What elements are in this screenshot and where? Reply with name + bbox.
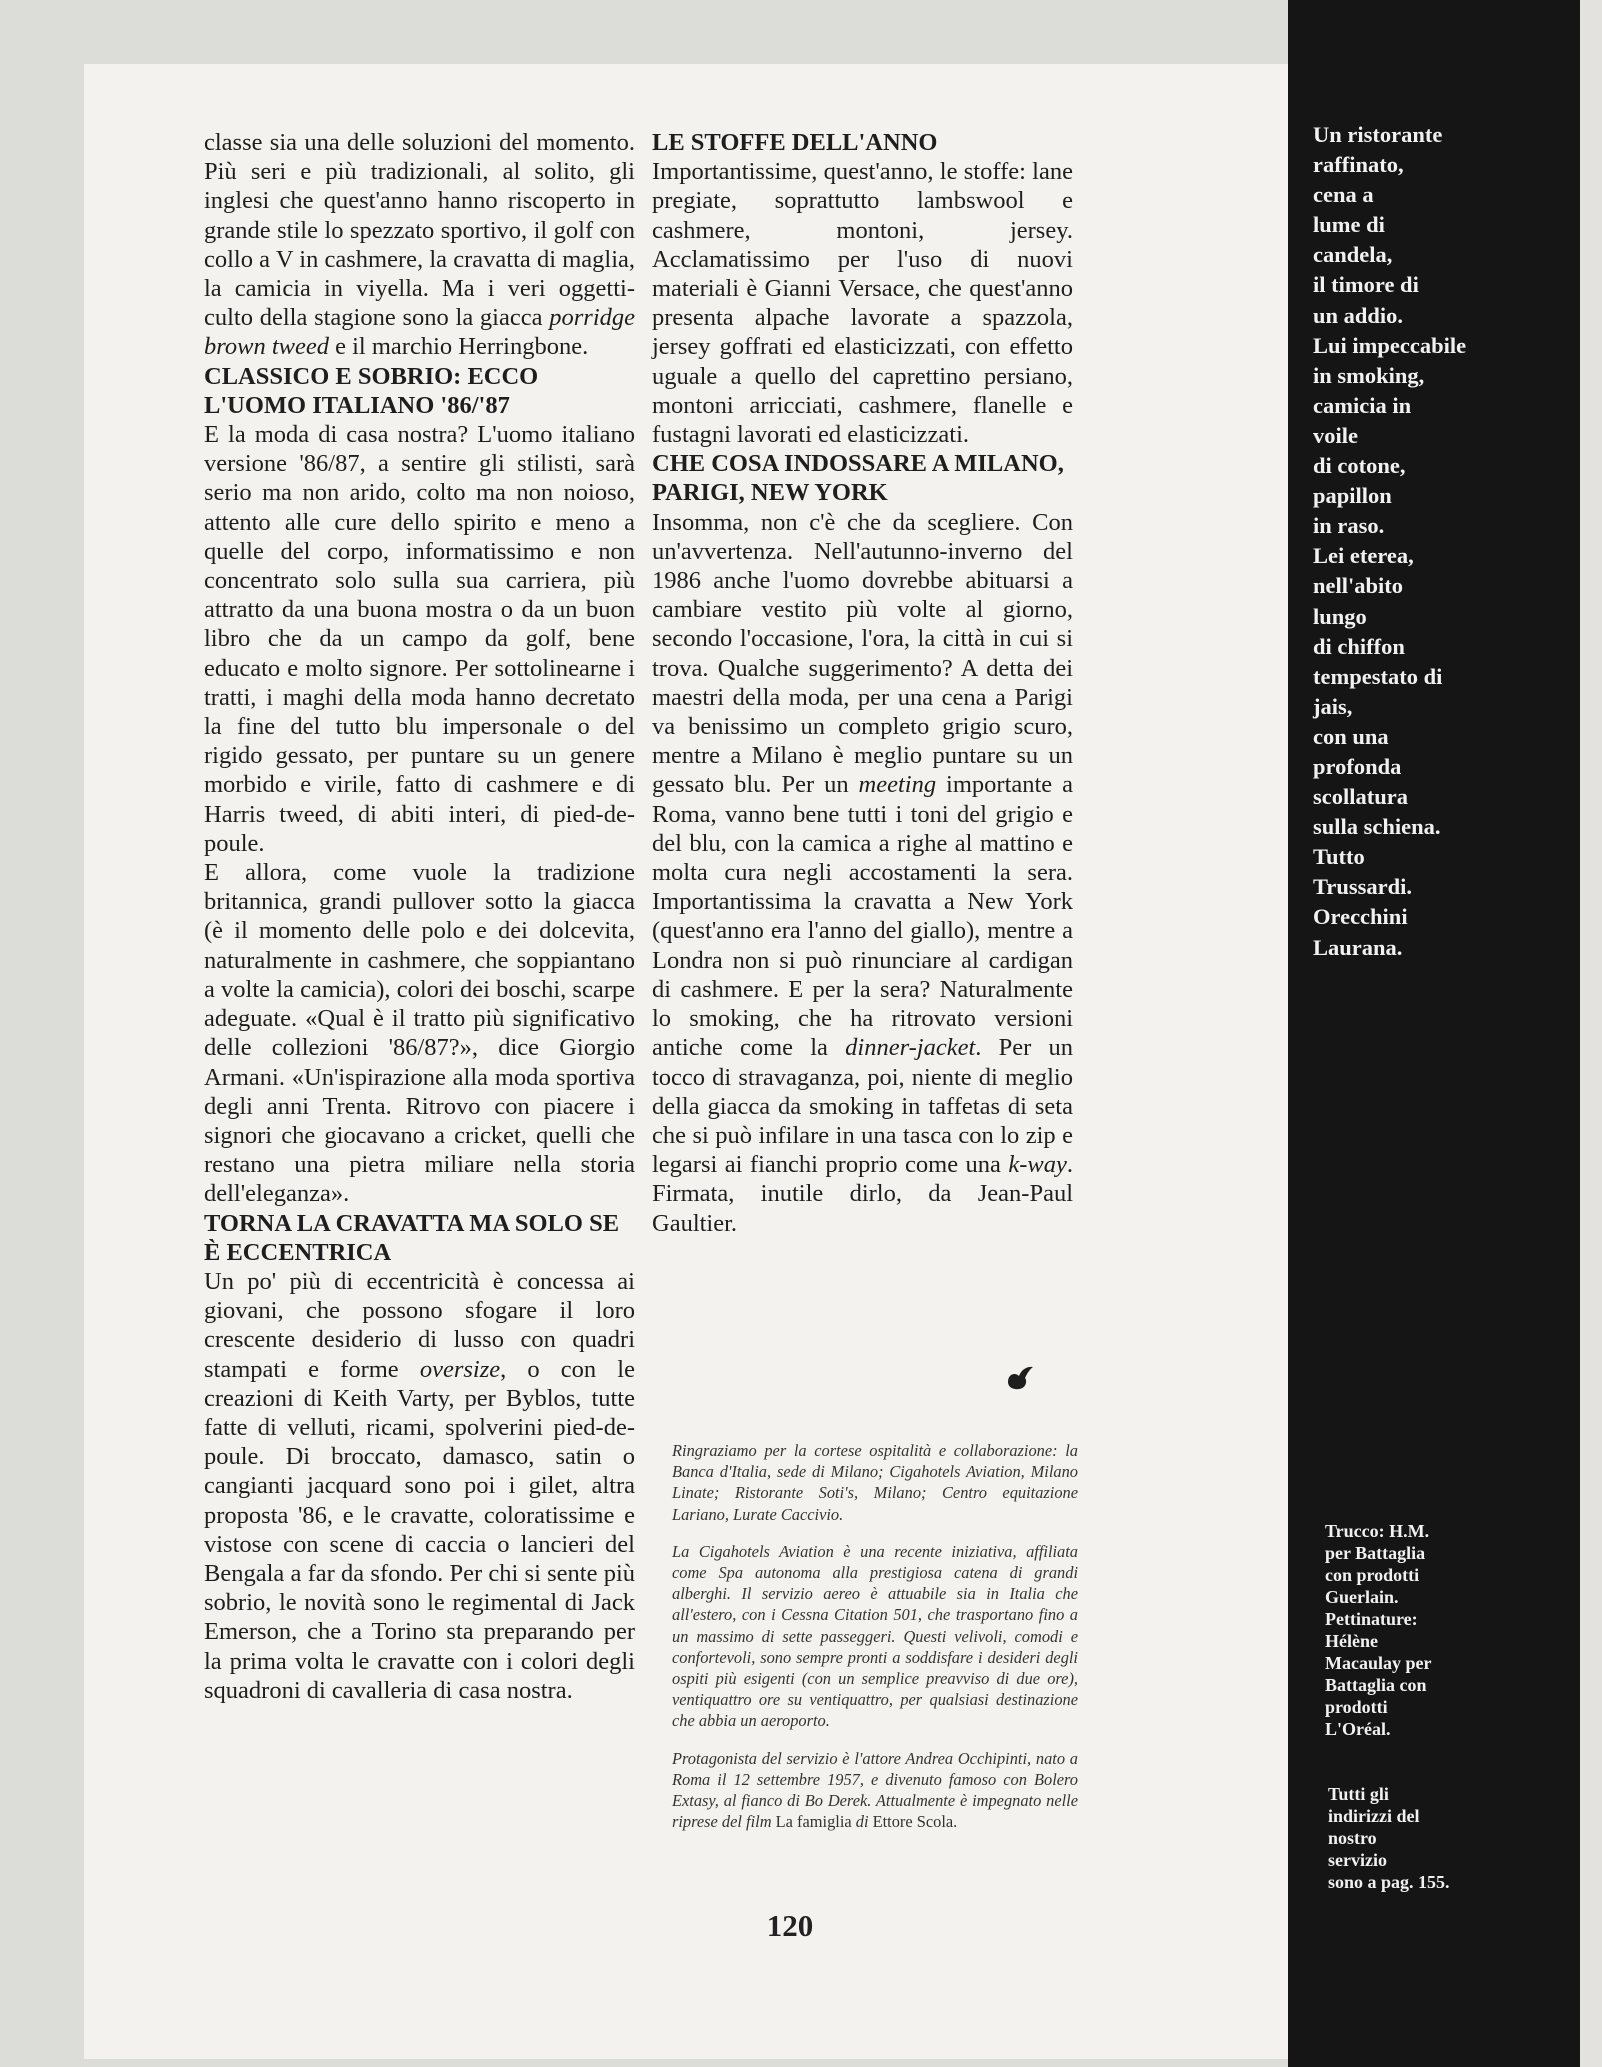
- caption-line: Orecchini: [1313, 904, 1408, 930]
- caption-line: sulla schiena.: [1313, 814, 1441, 840]
- caption-line: di chiffon: [1313, 633, 1405, 659]
- caption-line: Un ristorante: [1313, 122, 1443, 147]
- note-paragraph: La Cigahotels Aviation è una recente iniziativa, affiliata come Spa autonoma alla prestigiosa catena di grandi alberghi. Il servizio aereo è attuabile sia in Italia che all'estero, con i Cessna Citation 501, che trasportano fino a un massimo di sette passeggeri. Questi velivoli, comodi e confortevoli, sono sempre pronti a soddisfare i desideri degli ospiti più esigenti (con un semplice preavviso di due ore), ventiquattro ore su ventiquattro, per qualsiasi destinazione che abbia un aeroporto.: [672, 1541, 1078, 1731]
- caption-line: il timore di: [1313, 272, 1419, 298]
- photo-caption: [1313, 120, 1523, 963]
- caption-line: servizio: [1328, 1850, 1387, 1870]
- caption-line: in smoking,: [1313, 362, 1425, 388]
- styling-credits: [1325, 1520, 1505, 1740]
- caption-line: sono a pag. 155.: [1328, 1872, 1450, 1892]
- paragraph: Insomma, non c'è che da scegliere. Con un'avvertenza. Nell'autunno-inverno del 1986 anche l'uomo dovrebbe abituarsi a cambiare vestito più volte al giorno, secondo l'occasione, l'ora, la città in cui si trova. Qualche suggerimento? A detta dei maestri della moda, per una cena a Parigi va benissimo un completo grigio scuro, mentre a Milano è meglio puntare su un gessato blu. Per un meeting importante a Roma, vanno bene tutti i toni del grigio e del blu, con la camica a righe al mattino e molta cura negli accostamenti la sera. Importantissima la cravatta a New York (quest'anno era l'anno del giallo), mentre a Londra non si può rinunciare al cardigan di cashmere. E per la sera? Naturalmente lo smoking, che ha ritrovato versioni antiche come la dinner-jacket. Per un tocco di stravaganza, poi, niente di meglio della giacca da smoking in taffetas di seta che si può infilare in una tasca con lo zip e legarsi ai fianchi proprio come una k-way. Firmata, inutile dirlo, da Jean-Paul Gaultier.: [652, 508, 1074, 1237]
- caption-line: nell'abito: [1313, 573, 1404, 599]
- caption-line: con prodotti: [1325, 1565, 1420, 1585]
- section-heading: LE STOFFE DELL'ANNO: [652, 129, 938, 156]
- caption-line: lume di: [1313, 212, 1385, 238]
- caption-line: tempestato di: [1313, 663, 1443, 689]
- paragraph: Importantissime, quest'anno, le stoffe: lane pregiate, soprattutto lambswool e cashmere, montoni, jersey. Acclamatissimo per l'uso di nuovi materiali è Gianni Versace, che quest'anno presenta alpache lavorate a spazzola, jersey goffrati ed elasticizzati, con effetto uguale a quello del caprettino persiano, montoni arricciati, cashmere, flanelle e fustagni lavorati ed elasticizzati.: [652, 158, 1073, 449]
- page-number: 120: [766, 1908, 814, 1943]
- article-column-right: [652, 128, 1073, 1238]
- addresses-note: [1328, 1783, 1508, 1893]
- caption-line: Trucco: H.M.: [1325, 1521, 1430, 1541]
- caption-line: Guerlain.: [1325, 1587, 1399, 1607]
- caption-line: Pettinature:: [1325, 1609, 1418, 1629]
- caption-line: prodotti: [1325, 1697, 1388, 1717]
- section-heading: CLASSICO E SOBRIO: ECCO L'UOMO ITALIANO '86/'87: [204, 362, 539, 419]
- caption-line: profonda: [1313, 753, 1402, 779]
- section-heading: TORNA LA CRAVATTA MA SOLO SE È ECCENTRICA: [204, 1209, 620, 1266]
- caption-line: candela,: [1313, 242, 1393, 268]
- caption-line: con una: [1313, 723, 1389, 749]
- caption-line: jais,: [1313, 693, 1353, 719]
- caption-line: Hélène: [1325, 1631, 1378, 1651]
- caption-line: di cotone,: [1313, 453, 1406, 479]
- caption-line: Lei eterea,: [1313, 543, 1414, 569]
- paragraph: E la moda di casa nostra? L'uomo italiano versione '86/87, a sentire gli stilisti, sarà serio ma non arido, colto ma non noioso, attento alle cure dello spirito e meno a quelle del corpo, informatissimo e non concentrato solo sulla sua carriera, più attratto da una buona mostra o da un buon libro che da un campo da golf, bene educato e molto signore. Per sottolinearne i tratti, i maghi della moda hanno decretato la fine del tutto blu impersonale o del rigido gessato, per puntare su un genere morbido e virile, fatto di cashmere e di Harris tweed, di abiti interi, di pied-de-poule.: [204, 421, 635, 857]
- caption-line: nostro: [1328, 1828, 1377, 1848]
- caption-line: Laurana.: [1313, 934, 1403, 960]
- caption-line: Battaglia con: [1325, 1675, 1427, 1695]
- end-of-article-icon: [1005, 1364, 1035, 1392]
- caption-line: per Battaglia: [1325, 1543, 1426, 1563]
- caption-line: Tutto: [1313, 844, 1365, 870]
- acknowledgements-notes: [672, 1440, 1078, 1848]
- caption-line: in raso.: [1313, 513, 1385, 539]
- paragraph: E allora, come vuole la tradizione britannica, grandi pullover sotto la giacca (è il momento delle polo e dei dolcevita, naturalmente in cashmere, che soppiantano a volte la camicia), colori dei boschi, scarpe adeguate. «Qual è il tratto più significativo delle collezioni '86/87?», dice Giorgio Armani. «Un'ispirazione alla moda sportiva degli anni Trenta. Ritrovo con piacere i signori che giocavano a cricket, quelli che restano una pietra miliare nella storia dell'eleganza».: [204, 859, 635, 1208]
- caption-line: L'Oréal.: [1325, 1719, 1391, 1739]
- caption-line: lungo: [1313, 603, 1367, 629]
- caption-line: camicia in: [1313, 392, 1412, 418]
- caption-line: papillon: [1313, 483, 1392, 509]
- caption-line: cena a: [1313, 182, 1374, 208]
- caption-line: raffinato,: [1313, 152, 1404, 178]
- caption-line: scollatura: [1313, 784, 1408, 810]
- caption-line: un addio.: [1313, 302, 1404, 328]
- section-heading: CHE COSA INDOSSARE A MILANO, PARIGI, NEW YORK: [652, 450, 1064, 507]
- caption-line: Lui impeccabile: [1313, 332, 1467, 358]
- paragraph: Un po' più di eccentricità è concessa ai giovani, che possono sfogare il loro crescente desiderio di lusso con quadri stampati e forme oversize, o con le creazioni di Keith Varty, per Byblos, tutte fatte di velluti, ricami, spolverini pied-de-poule. Di broccato, damasco, satin o cangianti jacquard sono poi i gilet, altra proposta '86, e le cravatte, coloratissime e vistose con scene di caccia o lancieri del Bengala a far da sfondo. Per chi si sente più sobrio, le novità sono le regimental di Jack Emerson, che a Torino sta preparando per la prima volta le cravatte con i colori degli squadroni di cavalleria di casa nostra.: [204, 1267, 635, 1704]
- caption-line: indirizzi del: [1328, 1806, 1420, 1826]
- note-paragraph: Ringraziamo per la cortese ospitalità e collaborazione: la Banca d'Italia, sede di Milano; Cigahotels Aviation, Milano Linate; Ristorante Soti's, Milano; Centro equitazione Lariano, Lurate Caccivio.: [672, 1441, 1078, 1524]
- caption-line: Macaulay per: [1325, 1653, 1432, 1673]
- caption-line: Trussardi.: [1313, 874, 1412, 900]
- article-column-left: [204, 128, 635, 1705]
- caption-line: Tutti gli: [1328, 1784, 1389, 1804]
- paragraph: classe sia una delle soluzioni del momento. Più seri e più tradizionali, al solito, gli inglesi che quest'anno hanno riscoperto in grande stile lo spezzato sportivo, il golf con collo a V in cashmere, la cravatta di maglia, la camicia in viyella. Ma i veri oggetti-culto della stagione sono la giacca porridge brown tweed e il marchio Herringbone.: [204, 129, 635, 361]
- note-paragraph: Protagonista del servizio è l'attore Andrea Occhipinti, nato a Roma il 12 settembre 1957, e divenuto famoso con Bolero Extasy, al fianco di Bo Derek. Attualmente è impegnato nelle riprese del film La famiglia di Ettore Scola.: [672, 1748, 1078, 1832]
- caption-line: voile: [1313, 422, 1358, 448]
